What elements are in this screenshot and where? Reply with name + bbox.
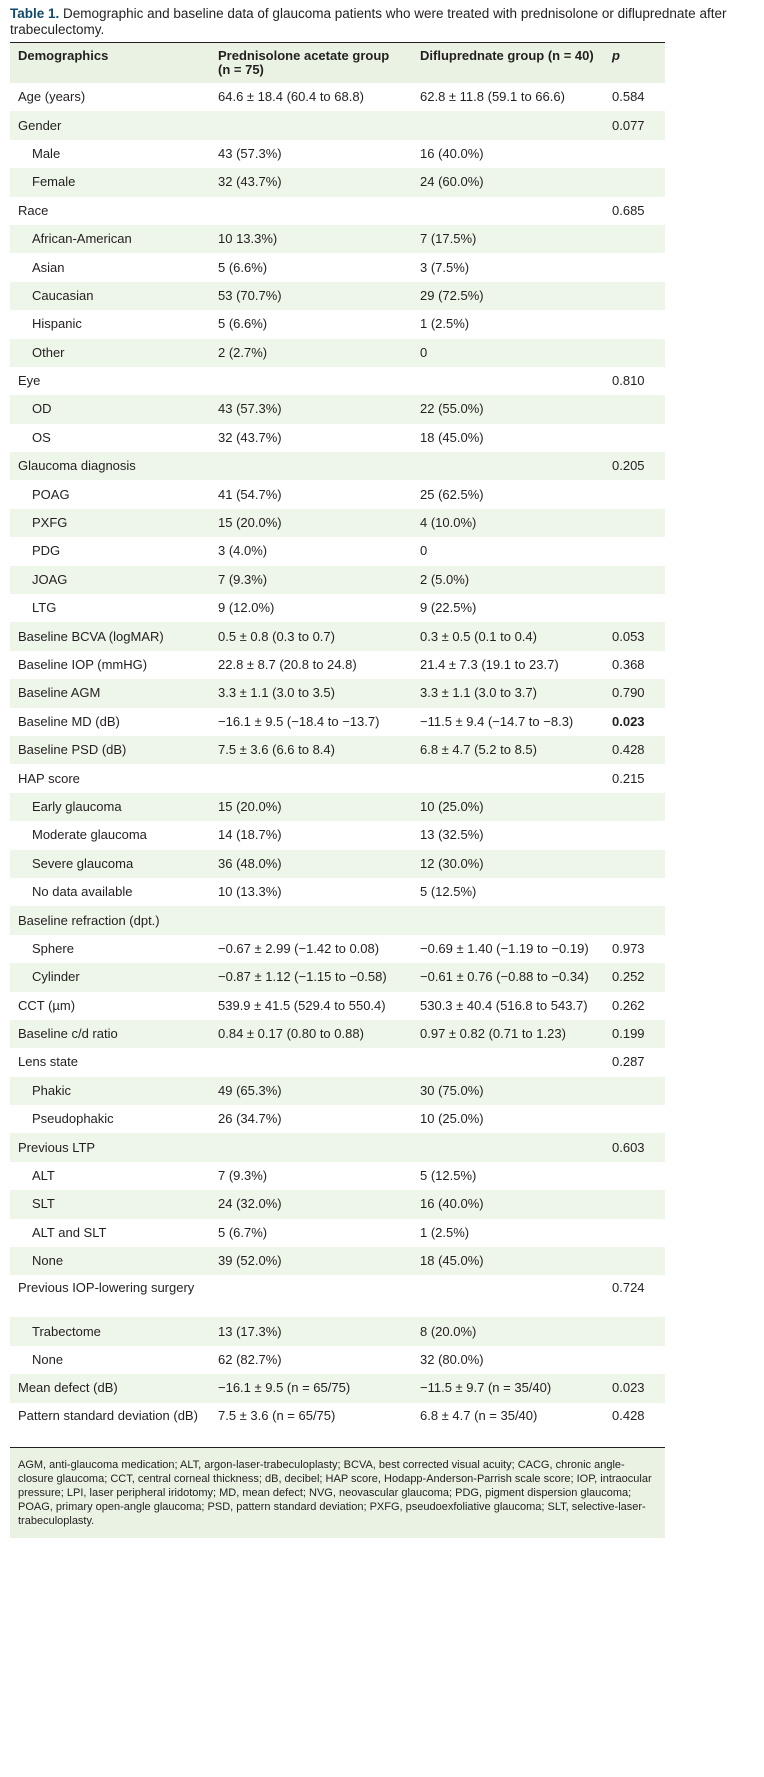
row-label: Glaucoma diagnosis — [10, 452, 210, 480]
prednisolone-value: 32 (43.7%) — [218, 429, 282, 445]
prednisolone-value — [210, 1275, 412, 1317]
row-label: No data available — [32, 884, 133, 900]
difluprednate-value: 7 (17.5%) — [412, 225, 604, 253]
table-row — [10, 1317, 665, 1345]
prednisolone-value: 3.3 ± 1.1 (3.0 to 3.5) — [210, 679, 412, 707]
row-label: Cylinder — [10, 963, 210, 991]
table-row — [10, 83, 665, 111]
difluprednate-value: 6.8 ± 4.7 (n = 35/40) — [420, 1407, 538, 1423]
p-value — [604, 168, 665, 196]
table-row — [10, 480, 665, 508]
table-row — [10, 1275, 665, 1317]
header-p-value: p — [604, 43, 665, 84]
p-value: 0.724 — [612, 1280, 645, 1296]
p-value — [604, 566, 665, 594]
row-label: Age (years) — [18, 89, 86, 105]
row-label: LTG — [32, 600, 57, 616]
table-row — [10, 339, 665, 367]
prednisolone-value: 539.9 ± 41.5 (529.4 to 550.4) — [218, 997, 386, 1013]
prednisolone-value — [210, 197, 412, 225]
difluprednate-value — [412, 111, 604, 139]
p-value — [604, 1219, 665, 1247]
table-row — [10, 395, 665, 423]
p-value: 0.790 — [604, 679, 665, 707]
prednisolone-value — [210, 111, 412, 139]
prednisolone-value — [210, 1048, 412, 1076]
p-value: 0.023 — [612, 713, 645, 729]
table-row — [10, 963, 665, 991]
p-value — [604, 1077, 665, 1105]
difluprednate-value: 25 (62.5%) — [420, 486, 484, 502]
table-row — [10, 1219, 665, 1247]
p-value — [604, 395, 665, 423]
table-row — [10, 310, 665, 338]
p-value: 0.685 — [612, 202, 645, 218]
table-row — [10, 1162, 665, 1190]
p-value: 0.973 — [612, 940, 645, 956]
p-value: 0.603 — [604, 1133, 665, 1161]
p-value — [604, 1346, 665, 1374]
p-value: 0.368 — [612, 657, 645, 672]
p-value — [604, 140, 665, 168]
row-label: Pseudophakic — [32, 1111, 114, 1127]
table-row — [10, 622, 665, 650]
p-value — [604, 594, 665, 622]
p-value — [604, 1317, 665, 1345]
difluprednate-value: 16 (40.0%) — [412, 1190, 604, 1218]
p-value: 0.428 — [604, 736, 665, 764]
difluprednate-value: 24 (60.0%) — [412, 168, 604, 196]
table-row — [10, 594, 665, 622]
row-label: SLT — [10, 1190, 210, 1218]
difluprednate-value: 3.3 ± 1.1 (3.0 to 3.7) — [412, 679, 604, 707]
p-value — [604, 480, 665, 508]
difluprednate-value: 1 (2.5%) — [420, 316, 470, 332]
p-value: 0.199 — [604, 1020, 665, 1048]
p-value: 0.584 — [612, 89, 645, 105]
table-row — [10, 1190, 665, 1218]
prednisolone-value: 14 (18.7%) — [218, 827, 282, 843]
table-caption-label: Table 1. — [10, 6, 60, 21]
row-label: Asian — [32, 259, 65, 275]
difluprednate-value: 29 (72.5%) — [412, 282, 604, 310]
row-label: Eye — [18, 373, 41, 389]
row-label: OS — [32, 429, 51, 445]
p-value — [604, 310, 665, 338]
difluprednate-value — [412, 1048, 604, 1076]
table-row — [10, 764, 665, 792]
prednisolone-value — [210, 906, 412, 934]
p-value: 0.205 — [604, 452, 665, 480]
table-row — [10, 651, 665, 679]
prednisolone-value: −16.1 ± 9.5 (−18.4 to −13.7) — [218, 713, 380, 729]
row-label: ALT and SLT — [32, 1224, 107, 1240]
row-label: ALT — [32, 1168, 55, 1184]
difluprednate-value: 8 (20.0%) — [412, 1317, 604, 1345]
p-value — [604, 1190, 665, 1218]
prednisolone-value: 0.84 ± 0.17 (0.80 to 0.88) — [210, 1020, 412, 1048]
prednisolone-value: 9 (12.0%) — [218, 600, 275, 616]
row-label: Phakic — [10, 1077, 210, 1105]
table-header-row — [10, 43, 665, 84]
table-row — [10, 1048, 665, 1076]
row-label: Other — [10, 339, 210, 367]
p-value — [604, 1105, 665, 1133]
p-value — [604, 225, 665, 253]
table-row — [10, 850, 665, 878]
prednisolone-value: 2 (2.7%) — [210, 339, 412, 367]
table-row — [10, 1020, 665, 1048]
prednisolone-value: 3 (4.0%) — [218, 543, 268, 559]
table-row — [10, 225, 665, 253]
row-label: Severe glaucoma — [10, 850, 210, 878]
difluprednate-value: 13 (32.5%) — [420, 827, 484, 843]
difluprednate-value — [412, 452, 604, 480]
difluprednate-value: −11.5 ± 9.4 (−14.7 to −8.3) — [420, 713, 574, 729]
table-row — [10, 197, 665, 225]
row-label: Moderate glaucoma — [32, 827, 147, 843]
difluprednate-value: 0.3 ± 0.5 (0.1 to 0.4) — [412, 622, 604, 650]
difluprednate-value: 9 (22.5%) — [420, 600, 477, 616]
p-value — [604, 878, 665, 906]
table-row — [10, 1374, 665, 1402]
table-row — [10, 1403, 665, 1445]
header-demographics: Demographics — [10, 43, 210, 84]
p-value: 0.215 — [612, 770, 645, 786]
difluprednate-value — [412, 764, 604, 792]
difluprednate-value: 5 (12.5%) — [420, 884, 477, 900]
table-row — [10, 566, 665, 594]
difluprednate-value: 3 (7.5%) — [420, 259, 470, 275]
row-label: JOAG — [10, 566, 210, 594]
table-row — [10, 992, 665, 1020]
table-row — [10, 1247, 665, 1275]
prednisolone-value: 32 (43.7%) — [210, 168, 412, 196]
prednisolone-value: 7.5 ± 3.6 (n = 65/75) — [218, 1407, 336, 1423]
p-value: 0.053 — [604, 622, 665, 650]
p-value: 0.287 — [612, 1054, 645, 1070]
prednisolone-value: 15 (20.0%) — [210, 793, 412, 821]
difluprednate-value — [412, 906, 604, 934]
difluprednate-value: 0 — [412, 339, 604, 367]
table-row — [10, 111, 665, 139]
row-label: Lens state — [18, 1054, 78, 1070]
row-label: Previous LTP — [10, 1133, 210, 1161]
p-value — [604, 537, 665, 565]
row-label: Gender — [10, 111, 210, 139]
row-label: Hispanic — [32, 316, 82, 332]
p-value — [604, 1247, 665, 1275]
row-label: HAP score — [18, 770, 80, 786]
p-value — [604, 793, 665, 821]
p-value — [604, 424, 665, 452]
table-row — [10, 168, 665, 196]
row-label: Pattern standard deviation (dB) — [18, 1407, 198, 1423]
row-label: Male — [32, 145, 61, 161]
prednisolone-value: 53 (70.7%) — [210, 282, 412, 310]
difluprednate-value: −0.61 ± 0.76 (−0.88 to −0.34) — [412, 963, 604, 991]
prednisolone-value: 7.5 ± 3.6 (6.6 to 8.4) — [210, 736, 412, 764]
difluprednate-value: 18 (45.0%) — [420, 429, 484, 445]
p-value — [604, 282, 665, 310]
table-row — [10, 367, 665, 395]
prednisolone-value: 22.8 ± 8.7 (20.8 to 24.8) — [218, 657, 357, 672]
row-label: Baseline refraction (dpt.) — [10, 906, 210, 934]
table-row — [10, 537, 665, 565]
prednisolone-value: 26 (34.7%) — [218, 1111, 282, 1127]
difluprednate-value: 530.3 ± 40.4 (516.8 to 543.7) — [420, 997, 588, 1013]
p-value: 0.252 — [604, 963, 665, 991]
row-label: Baseline MD (dB) — [18, 713, 120, 729]
row-label: PDG — [32, 543, 61, 559]
table-row — [10, 1346, 665, 1374]
difluprednate-value: 62.8 ± 11.8 (59.1 to 66.6) — [420, 89, 565, 105]
table-row — [10, 1105, 665, 1133]
difluprednate-value: −0.69 ± 1.40 (−1.19 to −0.19) — [420, 940, 589, 956]
prednisolone-value: 5 (6.7%) — [218, 1224, 268, 1240]
prednisolone-value — [210, 1133, 412, 1161]
p-value — [604, 509, 665, 537]
prednisolone-value — [210, 367, 412, 395]
difluprednate-value: 6.8 ± 4.7 (5.2 to 8.5) — [412, 736, 604, 764]
prednisolone-value: 64.6 ± 18.4 (60.4 to 68.8) — [218, 89, 364, 105]
table-body — [10, 83, 665, 1445]
difluprednate-value: 1 (2.5%) — [420, 1224, 470, 1240]
row-label: Baseline BCVA (logMAR) — [10, 622, 210, 650]
difluprednate-value — [412, 1133, 604, 1161]
prednisolone-value: 24 (32.0%) — [210, 1190, 412, 1218]
row-label: Sphere — [32, 940, 74, 956]
p-value: 0.023 — [604, 1374, 665, 1402]
table-row — [10, 253, 665, 281]
prednisolone-value: 39 (52.0%) — [210, 1247, 412, 1275]
row-label: POAG — [32, 486, 70, 502]
row-label: Female — [10, 168, 210, 196]
row-label: OD — [10, 395, 210, 423]
prednisolone-value: 62 (82.7%) — [218, 1351, 282, 1367]
prednisolone-value — [210, 452, 412, 480]
row-label: Baseline AGM — [10, 679, 210, 707]
row-label: Trabectome — [10, 1317, 210, 1345]
table-row — [10, 424, 665, 452]
p-value: 0.428 — [612, 1407, 645, 1423]
difluprednate-value: 10 (25.0%) — [412, 793, 604, 821]
difluprednate-value: 5 (12.5%) — [420, 1168, 477, 1184]
prednisolone-value: 5 (6.6%) — [218, 259, 268, 275]
difluprednate-value: 12 (30.0%) — [412, 850, 604, 878]
prednisolone-value: 15 (20.0%) — [210, 509, 412, 537]
prednisolone-value: −16.1 ± 9.5 (n = 65/75) — [210, 1374, 412, 1402]
difluprednate-value — [412, 367, 604, 395]
table-row — [10, 793, 665, 821]
table-row — [10, 1077, 665, 1105]
p-value — [604, 253, 665, 281]
prednisolone-value: 0.5 ± 0.8 (0.3 to 0.7) — [210, 622, 412, 650]
p-value — [604, 1162, 665, 1190]
difluprednate-value — [412, 197, 604, 225]
table-row — [10, 736, 665, 764]
prednisolone-value: −0.87 ± 1.12 (−1.15 to −0.58) — [210, 963, 412, 991]
row-label: Previous IOP-lowering surgery — [18, 1280, 195, 1296]
row-label: None — [32, 1351, 64, 1367]
table-caption — [10, 6, 752, 38]
data-table — [10, 42, 665, 1445]
prednisolone-value: 43 (57.3%) — [210, 395, 412, 423]
row-label: CCT (µm) — [18, 997, 76, 1013]
difluprednate-value: 32 (80.0%) — [420, 1351, 484, 1367]
p-value: 0.810 — [612, 373, 645, 389]
p-value — [604, 339, 665, 367]
row-label: None — [10, 1247, 210, 1275]
table-row — [10, 878, 665, 906]
table-row — [10, 509, 665, 537]
row-label: Baseline IOP (mmHG) — [18, 657, 148, 672]
prednisolone-value: 7 (9.3%) — [218, 1168, 268, 1184]
prednisolone-value — [210, 764, 412, 792]
header-difluprednate: Difluprednate group (n = 40) — [412, 43, 604, 84]
prednisolone-value: 10 (13.3%) — [218, 884, 282, 900]
prednisolone-value: 13 (17.3%) — [210, 1317, 412, 1345]
difluprednate-value: 22 (55.0%) — [412, 395, 604, 423]
prednisolone-value: 36 (48.0%) — [210, 850, 412, 878]
difluprednate-value: 4 (10.0%) — [412, 509, 604, 537]
prednisolone-value: 49 (65.3%) — [210, 1077, 412, 1105]
difluprednate-value — [412, 1275, 604, 1317]
table-caption-text: Demographic and baseline data of glaucoma patients who were treated with prednisolone or difluprednate after trabeculectomy. — [10, 6, 727, 37]
difluprednate-value: 0 — [420, 543, 428, 559]
row-label: PXFG — [10, 509, 210, 537]
p-value: 0.262 — [612, 997, 645, 1013]
table-row — [10, 452, 665, 480]
prednisolone-value: 7 (9.3%) — [210, 566, 412, 594]
table-row — [10, 708, 665, 736]
row-label: Baseline PSD (dB) — [10, 736, 210, 764]
difluprednate-value: 0.97 ± 0.82 (0.71 to 1.23) — [412, 1020, 604, 1048]
row-label: Baseline c/d ratio — [10, 1020, 210, 1048]
table-row — [10, 906, 665, 934]
table-footnote: AGM, anti-glaucoma medication; ALT, argon-laser-trabeculoplasty; BCVA, best corrected visual acuity; CACG, chronic angle-closure glaucoma; CCT, central corneal thickness; dB, decibel; HAP score, Hodapp-Anderson-Parrish scale score; IOP, intraocular pressure; LPI, laser peripheral iridotomy; MD, mean defect; NVG, neovascular glaucoma; PDG, pigment dispersion glaucoma; POAG, primary open-angle glaucoma; PSD, pattern standard deviation; PXFG, pseudoexfoliative glaucoma; SLT, selective-laser-trabeculoplasty. — [10, 1447, 665, 1538]
table-row — [10, 282, 665, 310]
difluprednate-value: 16 (40.0%) — [420, 145, 484, 161]
table-row — [10, 679, 665, 707]
p-value: 0.077 — [604, 111, 665, 139]
difluprednate-value: 18 (45.0%) — [412, 1247, 604, 1275]
difluprednate-value: 2 (5.0%) — [412, 566, 604, 594]
p-value — [604, 821, 665, 849]
difluprednate-value: 30 (75.0%) — [412, 1077, 604, 1105]
p-value — [604, 906, 665, 934]
table-row — [10, 821, 665, 849]
prednisolone-value: −0.67 ± 2.99 (−1.42 to 0.08) — [218, 940, 380, 956]
row-label: Race — [18, 202, 49, 218]
table-row — [10, 140, 665, 168]
row-label: African-American — [10, 225, 210, 253]
table-row — [10, 935, 665, 963]
row-label: Early glaucoma — [10, 793, 210, 821]
header-prednisolone: Prednisolone acetate group (n = 75) — [210, 43, 412, 84]
row-label: Mean defect (dB) — [10, 1374, 210, 1402]
table-row — [10, 1133, 665, 1161]
difluprednate-value: 21.4 ± 7.3 (19.1 to 23.7) — [420, 657, 559, 672]
prednisolone-value: 41 (54.7%) — [218, 486, 282, 502]
prednisolone-value: 43 (57.3%) — [218, 145, 282, 161]
prednisolone-value: 10 13.3%) — [210, 225, 412, 253]
prednisolone-value: 5 (6.6%) — [218, 316, 268, 332]
difluprednate-value: 10 (25.0%) — [420, 1111, 484, 1127]
p-value — [604, 850, 665, 878]
difluprednate-value: −11.5 ± 9.7 (n = 35/40) — [412, 1374, 604, 1402]
row-label: Caucasian — [10, 282, 210, 310]
